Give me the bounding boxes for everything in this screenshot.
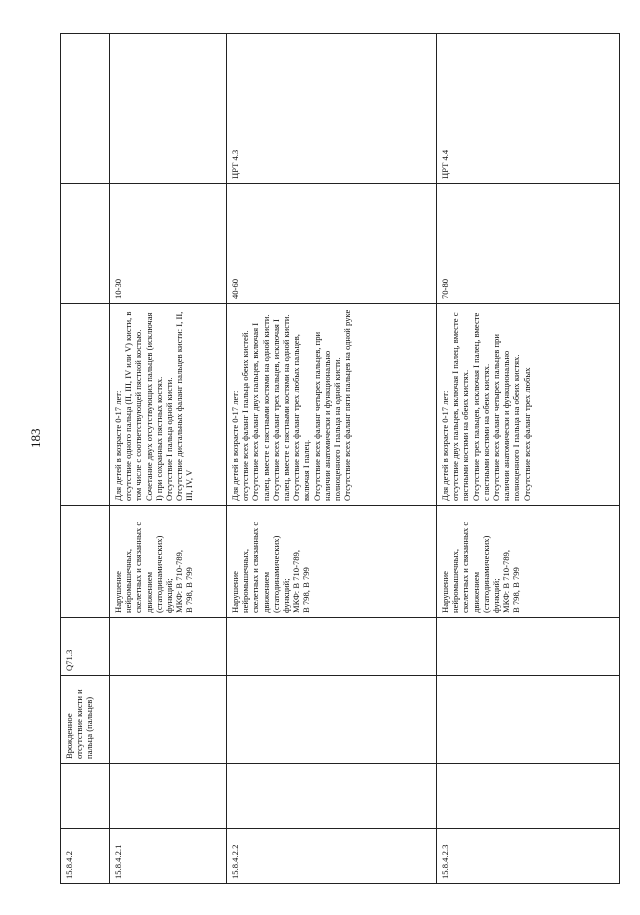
- table-row: [110, 34, 227, 884]
- table-cell-percent: 40-60: [227, 184, 437, 304]
- table-cell-disease: [110, 676, 227, 764]
- table-row: [437, 34, 620, 884]
- table-cell: [227, 764, 437, 829]
- table-cell: [437, 764, 620, 829]
- rotated-table-wrapper: [60, 34, 605, 884]
- disability-criteria-table: [60, 33, 620, 884]
- table-cell-criteria: Для детей в возрасте 0-17 лет: отсутствие одного пальца (II, III, IV или V) кисти, в том числе с соответствующей пястной костью. Сочетание двух отсутствующих пальцев (исключая I) при сохранных пястных костях. Отсутствие I пальца одной кисти. Отсутствие дистальных фаланг пальцев кисти: I, II, III, IV, V: [110, 304, 227, 506]
- table-cell-crt: ЦРТ 4.3: [227, 34, 437, 184]
- table-cell-percent: [61, 184, 110, 304]
- table-cell-criteria: Для детей в возрасте 0-17 лет: отсутствие всех фаланг I пальца обеих кистей. Отсутствие всех фаланг двух пальцев, включая I палец, вместе с пястными костями на одной кисти. Отсутствие всех фаланг трех пальцев, исключая I палец, вместе с пястными костями на одной кисти. Отсутствие всех фаланг трех любых пальцев, включая I палец. Отсутствие всех фаланг четырех пальцев, при наличии анатомически и функционально полноценного I пальца на одной кисти. Отсутствие всех фаланг пяти пальцев на одной руке: [227, 304, 437, 506]
- table-cell-percent: 70-80: [437, 184, 620, 304]
- table-cell-disease: Врожденное отсутствие кисти и пальца (пальцев): [61, 676, 110, 764]
- table-cell-crt: [110, 34, 227, 184]
- table-cell-icd: Q71.3: [61, 618, 110, 676]
- table-cell: [110, 764, 227, 829]
- table-cell-code: 15.8.4.2.1: [110, 829, 227, 884]
- table-cell-disease: [227, 676, 437, 764]
- table-cell-crt: [61, 34, 110, 184]
- table-cell-function: [61, 506, 110, 618]
- table-cell-percent: 10-30: [110, 184, 227, 304]
- table-cell-criteria: [61, 304, 110, 506]
- page-number: 183: [28, 428, 43, 448]
- table-cell-crt: ЦРТ 4.4: [437, 34, 620, 184]
- table-cell-icd: [227, 618, 437, 676]
- table-cell-function: Нарушение нейромышечных, скелетных и связанных с движением (статодинамических) функций; МКФ: B 710-789, B 798, B 799: [110, 506, 227, 618]
- table-cell-code: 15.8.4.2.2: [227, 829, 437, 884]
- table-cell-function: Нарушение нейромышечных, скелетных и связанных с движением (статодинамических) функций; МКФ: B 710-789, B 798, B 799: [227, 506, 437, 618]
- table-row: [61, 34, 110, 884]
- table-cell-disease: [437, 676, 620, 764]
- table-cell-function: Нарушение нейромышечных, скелетных и связанных с движением (статодинамических) функций; МКФ: B 710-789, B 798, B 799: [437, 506, 620, 618]
- table-cell-code: 15.8.4.2.3: [437, 829, 620, 884]
- table-cell: [61, 764, 110, 829]
- table-cell-code: 15.8.4.2: [61, 829, 110, 884]
- table-cell-icd: [110, 618, 227, 676]
- table-cell-icd: [437, 618, 620, 676]
- table-cell-criteria: Для детей в возрасте 0-17 лет: отсутствие двух пальцев, включая I палец, вместе с пястными костями на обеих кистях. Отсутствие трех пальцев, исключая I палец, вместе с пястными костями на обеих кистях. Отсутствие всех фаланг четырех пальцев при наличии анатомически и функционально полноценного I пальца на обеих кистях. Отсутствие всех фаланг трех любых: [437, 304, 620, 506]
- table-row: [227, 34, 437, 884]
